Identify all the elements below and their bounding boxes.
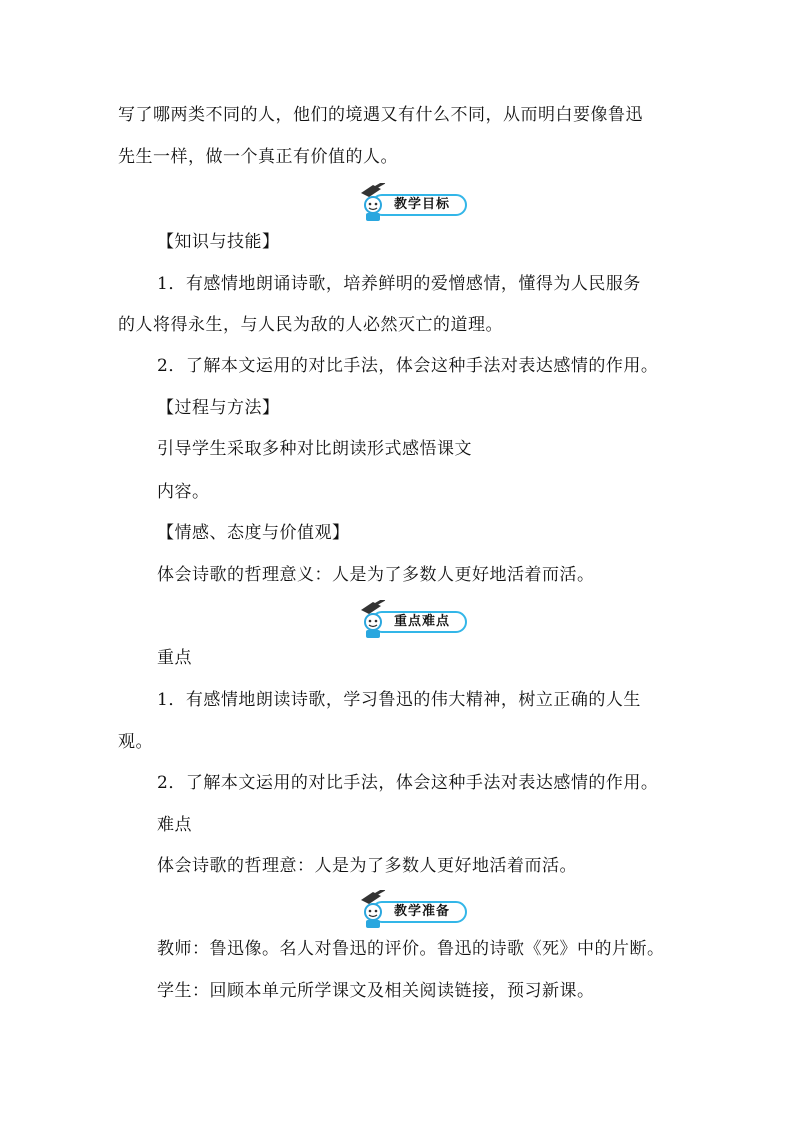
process-line-2: 内容。 [157,482,210,502]
key-item-1-line-1: 1．有感情地朗读诗歌，学习鲁迅的伟大精神，树立正确的人生 [157,690,641,710]
goal-item-2: 2．了解本文运用的对比手法，体会这种手法对表达感情的作用。 [157,356,659,376]
prep-student: 学生：回顾本单元所学课文及相关阅读链接，预习新课。 [157,981,595,1001]
emotion-text: 体会诗歌的哲理意义：人是为了多数人更好地活着而活。 [157,565,595,585]
section-badge-goals [357,183,469,223]
badge-label: 教学准备 [393,904,450,919]
process-heading: 【过程与方法】 [157,398,280,418]
difficult-heading: 难点 [157,815,192,835]
badge-label: 重点难点 [393,614,450,629]
goal-item-1-line-1: 1．有感情地朗诵诗歌，培养鲜明的爱憎感情，懂得为人民服务 [157,274,641,294]
difficult-text: 体会诗歌的哲理意：人是为了多数人更好地活着而活。 [157,856,577,876]
goal-item-1-line-2: 的人将得永生，与人民为敌的人必然灭亡的道理。 [118,315,503,335]
key-item-1-line-2: 观。 [118,732,153,752]
emotion-heading: 【情感、态度与价值观】 [157,523,350,543]
intro-line-1: 写了哪两类不同的人，他们的境遇又有什么不同，从而明白要像鲁迅 [118,105,643,125]
badge-label: 教学目标 [393,197,450,212]
key-item-2: 2．了解本文运用的对比手法，体会这种手法对表达感情的作用。 [157,773,659,793]
prep-teacher: 教师：鲁迅像。名人对鲁迅的评价。鲁迅的诗歌《死》中的片断。 [157,939,665,959]
section-badge-preparation [357,890,469,930]
process-line-1: 引导学生采取多种对比朗读形式感悟课文 [157,439,472,459]
key-heading: 重点 [157,648,192,668]
intro-line-2: 先生一样，做一个真正有价值的人。 [118,147,398,167]
knowledge-heading: 【知识与技能】 [157,232,280,252]
section-badge-key-points [357,600,469,640]
